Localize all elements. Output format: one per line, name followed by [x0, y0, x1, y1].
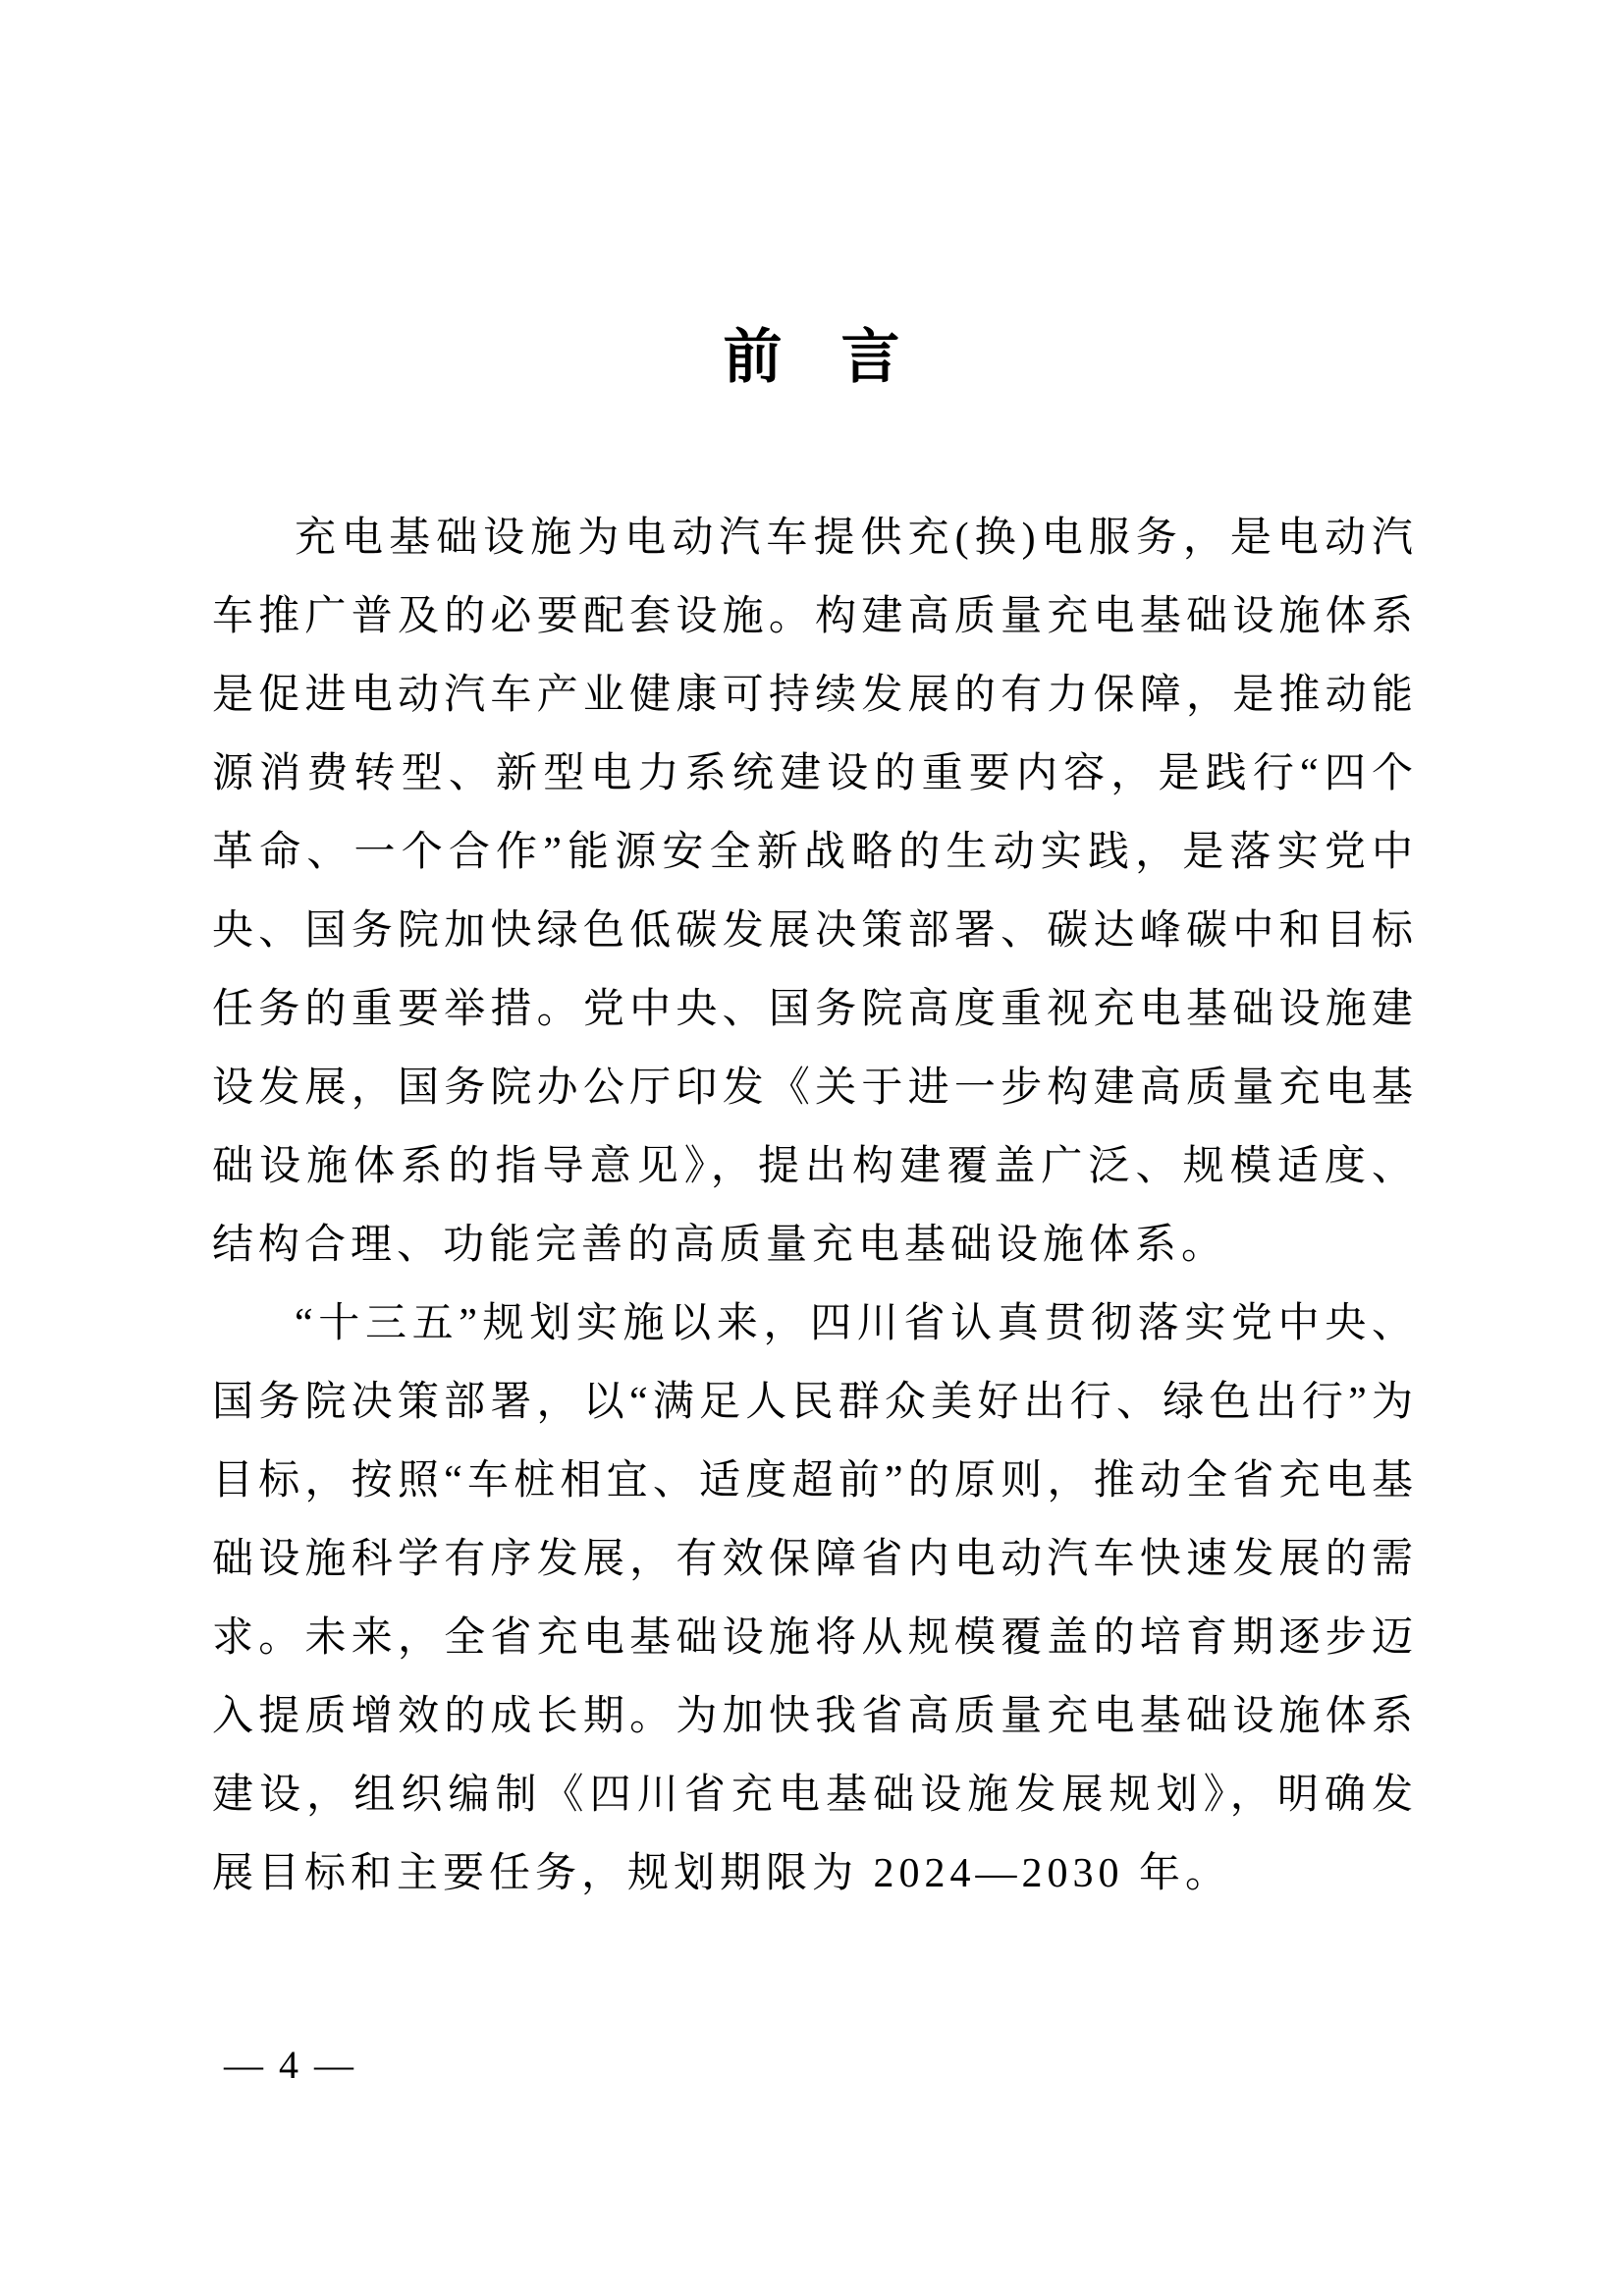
paragraph: “十三五”规划实施以来，四川省认真贯彻落实党中央、国务院决策部署，以“满足人民群众美好出行、绿色出行”为目标，按照“车桩相宜、适度超前”的原则，推动全省充电基础设施科学有序发展，有效保障省内电动汽车快速发展的需求。未来，全省充电基础设施将从规模覆盖的培育期逐步迈入提质增效的成长期。为加快我省高质量充电基础设施体系建设，组织编制《四川省充电基础设施发展规划》，明确发展目标和主要任务，规划期限为 2024—2030 年。 — [212, 1301, 1418, 1896]
page-title: 前 言 — [723, 325, 900, 390]
page-number: — 4 — — [224, 2043, 356, 2087]
document-body — [212, 499, 1418, 1913]
paragraph: 充电基础设施为电动汽车提供充(换)电服务，是电动汽车推广普及的必要配套设施。构建高质量充电基础设施体系是促进电动汽车产业健康可持续发展的有力保障，是推动能源消费转型、新型电力系统建设的重要内容，是践行“四个革命、一个合作”能源安全新战略的生动实践，是落实党中央、国务院加快绿色低碳发展决策部署、碳达峰碳中和目标任务的重要举措。党中央、国务院高度重视充电基础设施建设发展，国务院办公厅印发《关于进一步构建高质量充电基础设施体系的指导意见》，提出构建覆盖广泛、规模适度、结构合理、功能完善的高质量充电基础设施体系。 — [212, 516, 1418, 1268]
